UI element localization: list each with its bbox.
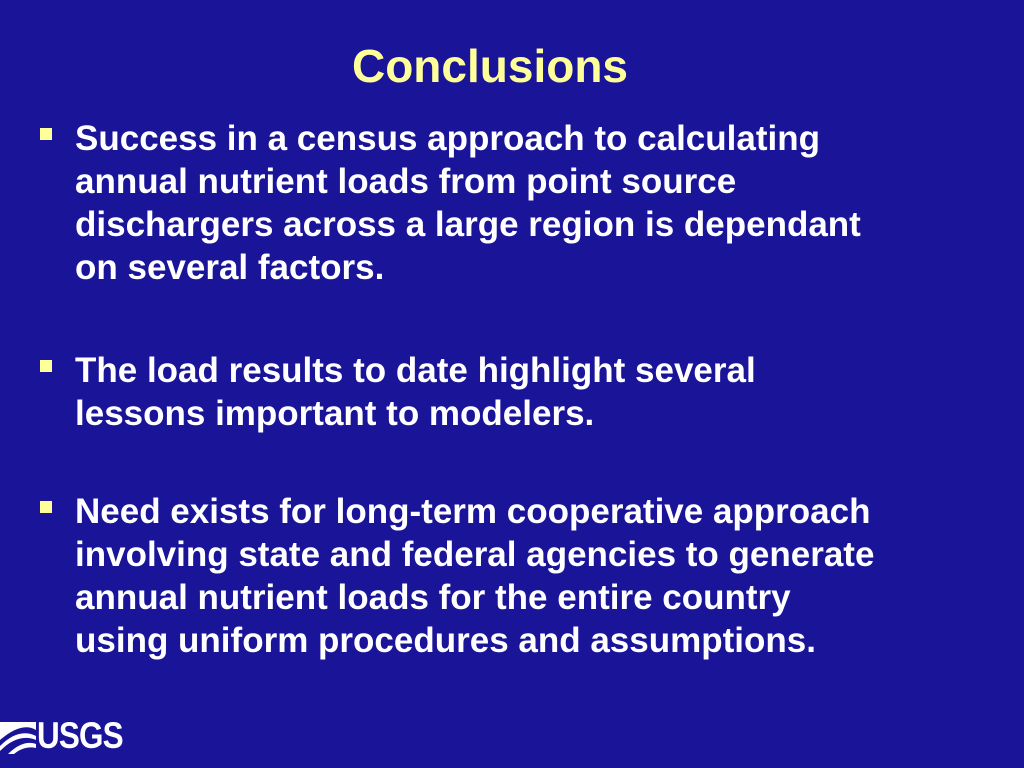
bullet-line: on several factors. — [75, 248, 385, 287]
usgs-logo-text: USGS — [37, 715, 123, 756]
square-bullet-icon — [40, 128, 52, 140]
bullet-line: annual nutrient loads for the entire country — [75, 578, 791, 617]
bullet-text — [75, 490, 1000, 662]
bullet-line: Need exists for long-term cooperative approach — [75, 492, 871, 531]
bullet-text — [75, 117, 1000, 289]
bullet-text — [75, 349, 1000, 435]
bullet-line: The load results to date highlight several — [75, 351, 756, 390]
bullet-line: dischargers across a large region is dependant — [75, 205, 861, 244]
usgs-logo — [0, 716, 140, 756]
bullet-line: Success in a census approach to calculating — [75, 119, 820, 158]
bullet-line: lessons important to modelers. — [75, 394, 595, 433]
usgs-wave-logo-icon — [0, 720, 36, 754]
slide-title: Conclusions — [351, 40, 629, 92]
bullet-line: involving state and federal agencies to generate — [75, 535, 875, 574]
square-bullet-icon — [40, 360, 52, 372]
bullet-line: using uniform procedures and assumptions. — [75, 621, 816, 660]
bullet-line: annual nutrient loads from point source — [75, 162, 737, 201]
square-bullet-icon — [40, 501, 52, 513]
